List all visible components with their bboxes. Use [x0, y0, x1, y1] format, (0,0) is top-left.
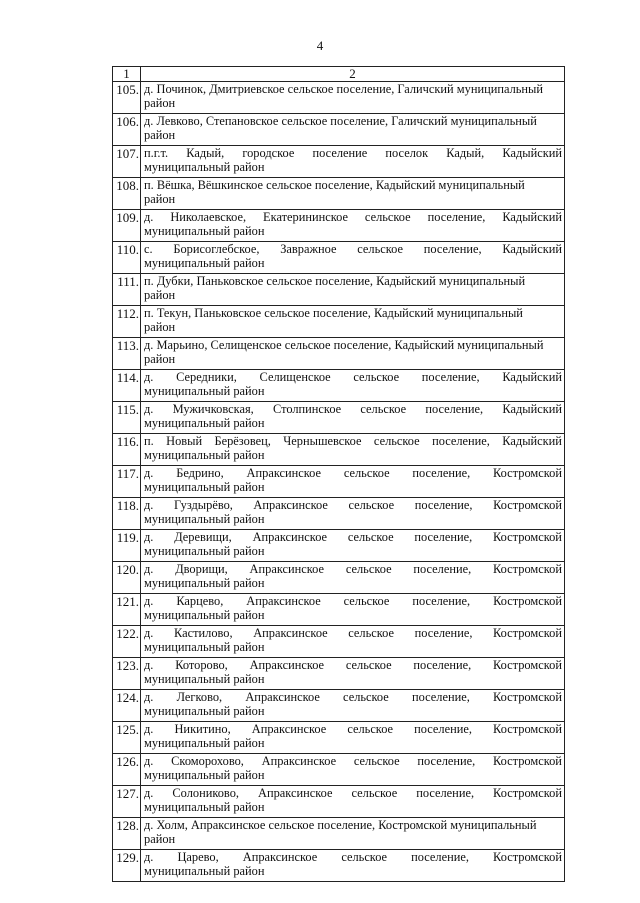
description-word: д. — [144, 851, 154, 864]
description-word: муниципальный район — [144, 704, 265, 718]
description-line — [144, 833, 562, 847]
description-word: Костромской — [493, 627, 562, 640]
column-header-number: 1 — [113, 67, 141, 82]
description-word: Карцево, — [176, 595, 224, 608]
settlement-description — [141, 274, 565, 306]
row-number: 119. — [113, 530, 141, 562]
description-line — [144, 449, 562, 463]
row-number: 114. — [113, 370, 141, 402]
description-word: сельское — [347, 723, 394, 736]
description-word: п.г.т. — [144, 147, 169, 160]
settlement-description — [141, 530, 565, 562]
description-word: Апраксинское — [252, 531, 328, 544]
description-word: район — [144, 352, 176, 366]
description-word: Костромской — [493, 531, 562, 544]
description-line — [144, 755, 562, 769]
row-number: 108. — [113, 178, 141, 210]
table-row — [113, 114, 565, 146]
table-row — [113, 530, 565, 562]
description-word: Костромской — [493, 563, 562, 576]
table-row — [113, 562, 565, 594]
description-line — [144, 769, 562, 783]
description-word: муниципальный район — [144, 864, 265, 878]
description-word: поселение, — [421, 371, 480, 384]
description-line — [144, 659, 562, 673]
description-word: д. Марьино, Селищенское сельское поселение, Кадыйский муниципальный — [144, 339, 544, 352]
description-word: Берёзовец, — [214, 435, 271, 448]
row-number: 128. — [113, 818, 141, 850]
table-row — [113, 498, 565, 530]
description-line — [144, 147, 562, 161]
description-line — [144, 545, 562, 559]
description-word: сельское — [347, 531, 394, 544]
description-word: поселение, — [416, 787, 475, 800]
row-number: 117. — [113, 466, 141, 498]
settlements-table — [112, 66, 565, 882]
description-word: Костромской — [493, 467, 562, 480]
description-word: сельское — [343, 691, 389, 704]
table-row — [113, 434, 565, 466]
description-word: район — [144, 320, 176, 334]
row-number: 112. — [113, 306, 141, 338]
description-word: Селищенское — [259, 371, 331, 384]
settlement-description — [141, 178, 565, 210]
description-word: поселок — [385, 147, 429, 160]
description-line — [144, 787, 562, 801]
description-word: Кадыйский — [502, 371, 562, 384]
description-line — [144, 403, 562, 417]
description-word: поселение, — [411, 691, 470, 704]
row-number: 106. — [113, 114, 141, 146]
description-word: муниципальный район — [144, 160, 265, 174]
description-line — [144, 705, 562, 719]
description-word: район — [144, 96, 176, 110]
table-row — [113, 146, 565, 178]
table-row — [113, 818, 565, 850]
description-line — [144, 289, 562, 303]
description-word: Кадыйский — [502, 211, 562, 224]
table-row — [113, 82, 565, 114]
description-line — [144, 339, 562, 353]
description-word: сельское — [373, 435, 420, 448]
table-row — [113, 754, 565, 786]
description-word: Апраксинское — [249, 563, 325, 576]
description-word: Кастилово, — [174, 627, 233, 640]
description-line — [144, 481, 562, 495]
description-word: д. — [144, 787, 154, 800]
description-word: сельское — [341, 851, 388, 864]
row-number: 127. — [113, 786, 141, 818]
description-word: Костромской — [493, 723, 562, 736]
description-word: поселение, — [427, 211, 486, 224]
page-number: 4 — [316, 38, 324, 53]
description-word: Апраксинское — [249, 659, 325, 672]
description-word: п. — [144, 435, 154, 448]
description-line — [144, 723, 562, 737]
table-header-row — [113, 67, 565, 82]
description-word: поселение, — [423, 243, 482, 256]
row-number: 122. — [113, 626, 141, 658]
description-word: Костромской — [493, 787, 562, 800]
row-number: 115. — [113, 402, 141, 434]
description-word: Апраксинское — [261, 755, 337, 768]
settlement-description — [141, 850, 565, 882]
description-word: Екатерининское — [263, 211, 348, 224]
description-word: Апраксинское — [246, 467, 322, 480]
settlement-description — [141, 690, 565, 722]
settlement-description — [141, 210, 565, 242]
description-word: поселение, — [412, 595, 471, 608]
description-word: поселение, — [414, 723, 472, 736]
description-line — [144, 353, 562, 367]
description-word: сельское — [364, 211, 411, 224]
description-word: Деревищи, — [174, 531, 232, 544]
description-word: д. Левково, Степановское сельское поселение, Галичский муниципальный — [144, 115, 537, 128]
description-word: Середники, — [176, 371, 237, 384]
settlement-description — [141, 114, 565, 146]
description-word: Борисоглебское, — [173, 243, 260, 256]
row-number: 118. — [113, 498, 141, 530]
row-number: 110. — [113, 242, 141, 274]
description-word: Николаевское, — [170, 211, 247, 224]
row-number: 121. — [113, 594, 141, 626]
table-row — [113, 242, 565, 274]
description-word: Костромской — [493, 691, 562, 704]
description-word: д. — [144, 691, 154, 704]
description-line — [144, 115, 562, 129]
description-word: муниципальный район — [144, 768, 265, 782]
description-line — [144, 851, 562, 865]
table-row — [113, 786, 565, 818]
description-word: Апраксинское — [258, 787, 333, 800]
description-line — [144, 801, 562, 815]
description-word: д. — [144, 563, 154, 576]
description-word: муниципальный район — [144, 256, 265, 270]
description-word: Костромской — [493, 851, 562, 864]
description-word: муниципальный район — [144, 640, 265, 654]
settlement-description — [141, 242, 565, 274]
description-word: сельское — [353, 371, 400, 384]
row-number: 107. — [113, 146, 141, 178]
settlement-description — [141, 818, 565, 850]
description-word: Царево, — [177, 851, 219, 864]
description-word: Костромской — [493, 499, 562, 512]
description-word: сельское — [357, 243, 403, 256]
description-line — [144, 243, 562, 257]
description-word: район — [144, 832, 176, 846]
description-word: муниципальный район — [144, 224, 265, 238]
description-word: д. — [144, 499, 154, 512]
description-word: поселение, — [414, 531, 473, 544]
description-word: муниципальный район — [144, 576, 265, 590]
description-word: Легково, — [176, 691, 223, 704]
description-line — [144, 499, 562, 513]
description-word: поселение, — [411, 851, 469, 864]
table-row — [113, 658, 565, 690]
table-row — [113, 466, 565, 498]
description-line — [144, 385, 562, 399]
table-row — [113, 370, 565, 402]
description-word: муниципальный район — [144, 544, 265, 558]
description-word: д. — [144, 211, 154, 224]
description-word: Кадыйский — [502, 147, 562, 160]
description-word: д. — [144, 755, 154, 768]
row-number: 123. — [113, 658, 141, 690]
description-word: Солониково, — [172, 787, 239, 800]
description-word: д. — [144, 403, 154, 416]
description-line — [144, 193, 562, 207]
description-line — [144, 161, 562, 175]
description-line — [144, 179, 562, 193]
description-word: муниципальный район — [144, 800, 265, 814]
description-line — [144, 129, 562, 143]
description-word: муниципальный район — [144, 480, 265, 494]
description-word: Костромской — [493, 659, 562, 672]
description-line — [144, 819, 562, 833]
description-word: д. — [144, 467, 154, 480]
description-word: сельское — [348, 627, 394, 640]
description-word: поселение, — [414, 627, 473, 640]
description-word: поселение, — [432, 435, 490, 448]
description-line — [144, 577, 562, 591]
description-line — [144, 737, 562, 751]
description-word: Завражное — [280, 243, 337, 256]
row-number: 109. — [113, 210, 141, 242]
description-word: поселение, — [425, 403, 484, 416]
description-word: Чернышевское — [283, 435, 362, 448]
table-row — [113, 850, 565, 882]
description-line — [144, 595, 562, 609]
description-line — [144, 307, 562, 321]
description-word: д. — [144, 595, 154, 608]
description-word: Кадыйский — [502, 403, 562, 416]
row-number: 125. — [113, 722, 141, 754]
description-line — [144, 321, 562, 335]
description-word: сельское — [360, 403, 407, 416]
description-word: Апраксинское — [253, 627, 328, 640]
description-word: Бедрино, — [176, 467, 224, 480]
description-word: Апраксинское — [251, 723, 327, 736]
description-word: Кадый, — [446, 147, 485, 160]
description-word: поселение, — [413, 563, 472, 576]
description-word: Кадыйский — [502, 243, 562, 256]
table-row — [113, 402, 565, 434]
description-line — [144, 257, 562, 271]
row-number: 124. — [113, 690, 141, 722]
description-line — [144, 641, 562, 655]
description-line — [144, 435, 562, 449]
description-line — [144, 513, 562, 527]
description-line — [144, 211, 562, 225]
description-word: с. — [144, 243, 153, 256]
description-word: муниципальный район — [144, 416, 265, 430]
table-body — [113, 82, 565, 882]
row-number: 120. — [113, 562, 141, 594]
description-word: поселение, — [417, 755, 476, 768]
table-row — [113, 690, 565, 722]
description-word: район — [144, 192, 176, 206]
table-row — [113, 594, 565, 626]
description-line — [144, 97, 562, 111]
description-word: Кадыйский — [502, 435, 562, 448]
description-word: Которово, — [175, 659, 228, 672]
description-word: д. — [144, 723, 154, 736]
settlement-description — [141, 370, 565, 402]
description-word: муниципальный район — [144, 448, 265, 462]
description-word: район — [144, 128, 176, 142]
description-line — [144, 83, 562, 97]
settlement-description — [141, 562, 565, 594]
settlement-description — [141, 306, 565, 338]
row-number: 113. — [113, 338, 141, 370]
row-number: 105. — [113, 82, 141, 114]
description-word: п. Вёшка, Вёшкинское сельское поселение, Кадыйский муниципальный — [144, 179, 525, 192]
description-word: п. Дубки, Паньковское сельское поселение, Кадыйский муниципальный — [144, 275, 526, 288]
settlement-description — [141, 82, 565, 114]
description-line — [144, 275, 562, 289]
description-word: район — [144, 288, 176, 302]
table-row — [113, 722, 565, 754]
description-word: городское — [242, 147, 295, 160]
description-word: сельское — [348, 499, 395, 512]
row-number: 126. — [113, 754, 141, 786]
table-row — [113, 178, 565, 210]
description-line — [144, 563, 562, 577]
description-word: поселение, — [413, 659, 472, 672]
description-word: Столпинское — [272, 403, 342, 416]
description-word: Новый — [166, 435, 203, 448]
description-word: сельское — [351, 787, 398, 800]
table-row — [113, 306, 565, 338]
settlement-description — [141, 146, 565, 178]
description-word: Мужичковская, — [172, 403, 254, 416]
settlement-description — [141, 498, 565, 530]
description-line — [144, 609, 562, 623]
description-word: Апраксинское — [242, 851, 318, 864]
settlement-description — [141, 722, 565, 754]
description-word: д. — [144, 371, 154, 384]
settlement-description — [141, 658, 565, 690]
description-word: Скоморохово, — [171, 755, 244, 768]
description-word: д. — [144, 659, 154, 672]
description-word: Дворищи, — [175, 563, 228, 576]
description-word: Кадый, — [186, 147, 225, 160]
description-word: Апраксинское — [246, 595, 321, 608]
description-word: поселение, — [414, 499, 473, 512]
description-word: Гуздырёво, — [173, 499, 233, 512]
description-word: Костромской — [493, 755, 562, 768]
table-row — [113, 338, 565, 370]
settlement-description — [141, 466, 565, 498]
description-line — [144, 371, 562, 385]
description-line — [144, 225, 562, 239]
description-word: Никитино, — [174, 723, 231, 736]
description-word: сельское — [345, 659, 392, 672]
description-word: поселение, — [412, 467, 471, 480]
row-number: 116. — [113, 434, 141, 466]
table-row — [113, 274, 565, 306]
description-word: сельское — [343, 467, 390, 480]
description-word: муниципальный район — [144, 672, 265, 686]
description-word: Апраксинское — [245, 691, 320, 704]
table-row — [113, 626, 565, 658]
description-line — [144, 865, 562, 879]
description-line — [144, 467, 562, 481]
column-header-name: 2 — [141, 67, 565, 82]
settlement-description — [141, 594, 565, 626]
description-word: д. — [144, 531, 154, 544]
description-word: Костромской — [493, 595, 562, 608]
description-line — [144, 531, 562, 545]
description-word: муниципальный район — [144, 736, 265, 750]
description-word: д. — [144, 627, 154, 640]
description-word: поселение — [312, 147, 368, 160]
description-line — [144, 673, 562, 687]
settlement-description — [141, 786, 565, 818]
settlement-description — [141, 434, 565, 466]
description-word: п. Текун, Паньковское сельское поселение, Кадыйский муниципальный — [144, 307, 523, 320]
settlement-description — [141, 402, 565, 434]
table-row — [113, 210, 565, 242]
description-word: муниципальный район — [144, 384, 265, 398]
row-number: 111. — [113, 274, 141, 306]
description-word: сельское — [353, 755, 400, 768]
description-word: д. Починок, Дмитриевское сельское поселение, Галичский муниципальный — [144, 83, 544, 96]
row-number: 129. — [113, 850, 141, 882]
description-word: сельское — [343, 595, 390, 608]
settlement-description — [141, 338, 565, 370]
description-line — [144, 627, 562, 641]
settlement-description — [141, 626, 565, 658]
description-word: муниципальный район — [144, 512, 265, 526]
description-word: Апраксинское — [253, 499, 328, 512]
description-line — [144, 417, 562, 431]
description-word: д. Холм, Апраксинское сельское поселение, Костромской муниципальный — [144, 819, 537, 832]
description-line — [144, 691, 562, 705]
settlement-description — [141, 754, 565, 786]
description-word: муниципальный район — [144, 608, 265, 622]
description-word: сельское — [345, 563, 392, 576]
